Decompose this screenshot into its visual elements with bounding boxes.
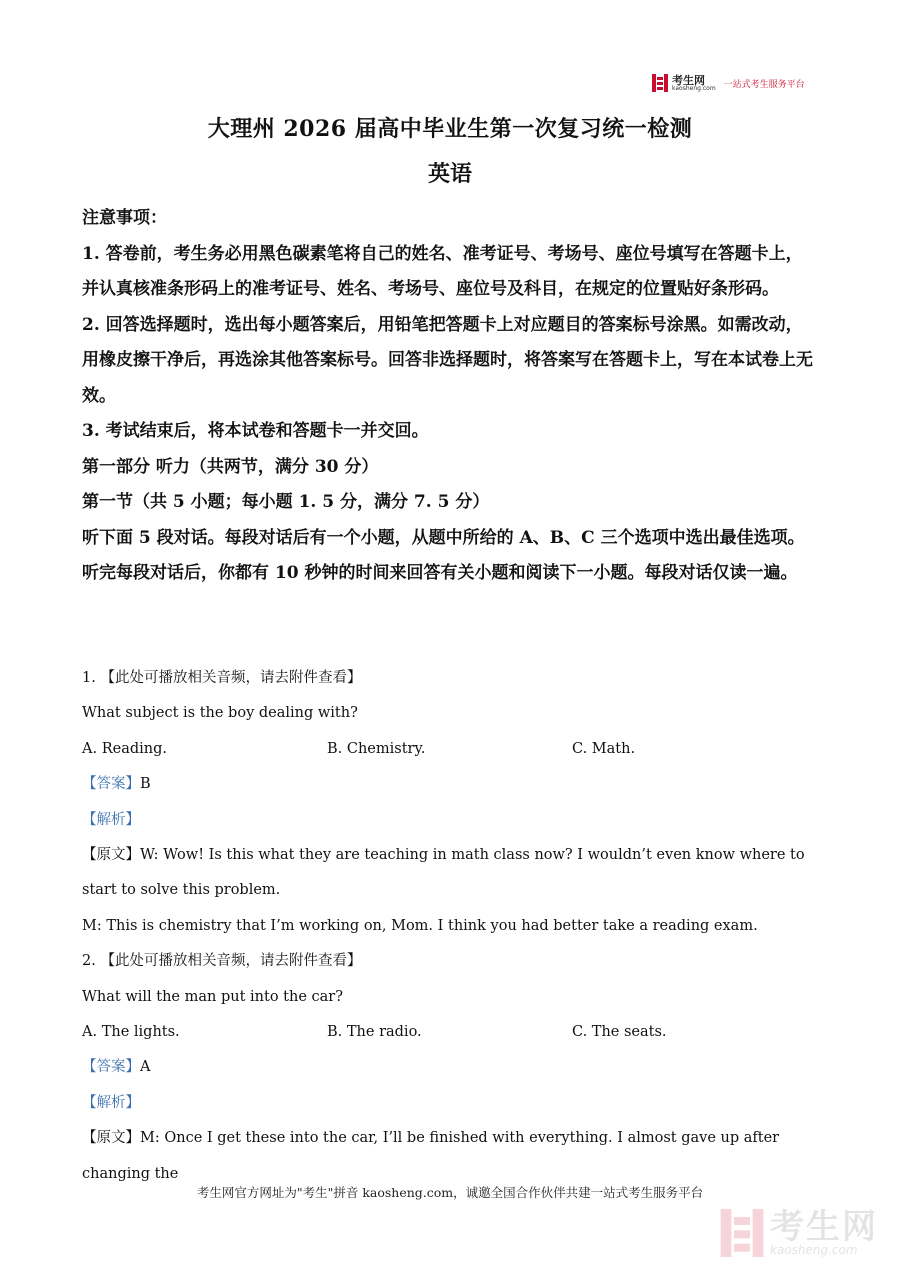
q1-intro: 1. 【此处可播放相关音频，请去附件查看】 (82, 670, 362, 686)
part-heading: 第一部分 听力（共两节，满分 30 分） (82, 456, 379, 477)
page-footer: 考生网官方网址为"考生"拼音 kaosheng.com，诚邀全国合作伙伴共建一站式考生服务平台 (196, 1185, 704, 1200)
q1-answer (82, 767, 818, 802)
q2-transcript-1 (82, 1121, 818, 1192)
logo-url: kaosheng.com (672, 84, 716, 92)
q1-question: What subject is the boy dealing with? (82, 705, 358, 722)
page-title: 大理州 2026 届高中毕业生第一次复习统一检测 (207, 116, 693, 142)
q2-question: What will the man put into the car? (82, 988, 343, 1005)
watermark-name: 考生网 (770, 1207, 878, 1247)
questions-section (82, 661, 818, 1192)
q2-options (82, 1015, 818, 1050)
q2-analysis-tag: 【解析】 (82, 1094, 140, 1111)
notice-item-1: 1. 答卷前，考生务必用黑色碳素笔将自己的姓名、准考证号、考场号、座位号填写在答题卡上，并认真核准条形码上的准考证号、姓名、考场号、座位号及科目，在规定的位置贴好条形码。 (82, 243, 803, 299)
section-heading: 第一节（共 5 小题；每小题 1. 5 分，满分 7. 5 分） (82, 492, 490, 512)
q2-intro: 2. 【此处可播放相关音频，请去附件查看】 (82, 953, 362, 970)
q1-option-a: A. Reading. (82, 740, 167, 757)
q1-transcript-1 (82, 838, 818, 909)
notice-item-3: 3. 考试结束后，将本试卷和答题卡一并交回。 (82, 421, 429, 441)
q2-transcript-text-1: M: Once I get these into the car, I’ll be finished with everything. I almost gave up after changing the (82, 1130, 780, 1182)
notice-section (82, 201, 818, 592)
watermark-url: kaosheng.com (770, 1243, 858, 1257)
q2-transcript-tag: 【原文】 (82, 1130, 140, 1147)
q2-option-c: C. The seats. (572, 1024, 667, 1041)
q1-option-b: B. Chemistry. (327, 740, 426, 757)
q2-answer-value: A (140, 1059, 151, 1076)
watermark (720, 1209, 878, 1257)
q2-answer-tag: 【答案】 (82, 1059, 140, 1076)
q1-transcript-tag: 【原文】 (82, 847, 140, 864)
notice-heading: 注意事项： (82, 208, 167, 228)
q1-answer-value: B (140, 776, 151, 793)
q2-option-a: A. The lights. (82, 1024, 180, 1041)
watermark-logo-icon (720, 1209, 764, 1257)
logo-name: 考生网 (672, 73, 705, 87)
q1-transcript-2: M: This is chemistry that I’m working on, Mom. I think you had better take a reading exam. (82, 917, 758, 934)
q2-answer (82, 1050, 818, 1085)
q1-transcript-text-1: W: Wow! Is this what they are teaching in math class now? I wouldn’t even know where to start to solve this problem. (82, 847, 805, 899)
q1-option-c: C. Math. (572, 740, 636, 757)
logo-slogan: 一站式考生服务平台 (723, 79, 805, 90)
section-instructions: 听下面 5 段对话。每段对话后有一个小题，从题中所给的 A、B、C 三个选项中选出最佳选项。听完每段对话后，你都有 10 秒钟的时间来回答有关小题和阅读下一小题。每段对话仅读一遍。 (82, 527, 805, 583)
page-subtitle: 英语 (427, 161, 472, 187)
notice-item-2: 2. 回答选择题时，选出每小题答案后，用铅笔把答题卡上对应题目的答案标号涂黑。如需改动，用橡皮擦干净后，再选涂其他答案标号。回答非选择题时，将答案写在答题卡上，写在本试卷上无效。 (82, 314, 813, 406)
q1-analysis-tag: 【解析】 (82, 811, 140, 828)
q1-answer-tag: 【答案】 (82, 776, 140, 793)
kaosheng-logo-icon (652, 74, 668, 92)
q1-options (82, 732, 818, 767)
header-logo (652, 74, 805, 92)
q2-option-b: B. The radio. (327, 1024, 422, 1041)
